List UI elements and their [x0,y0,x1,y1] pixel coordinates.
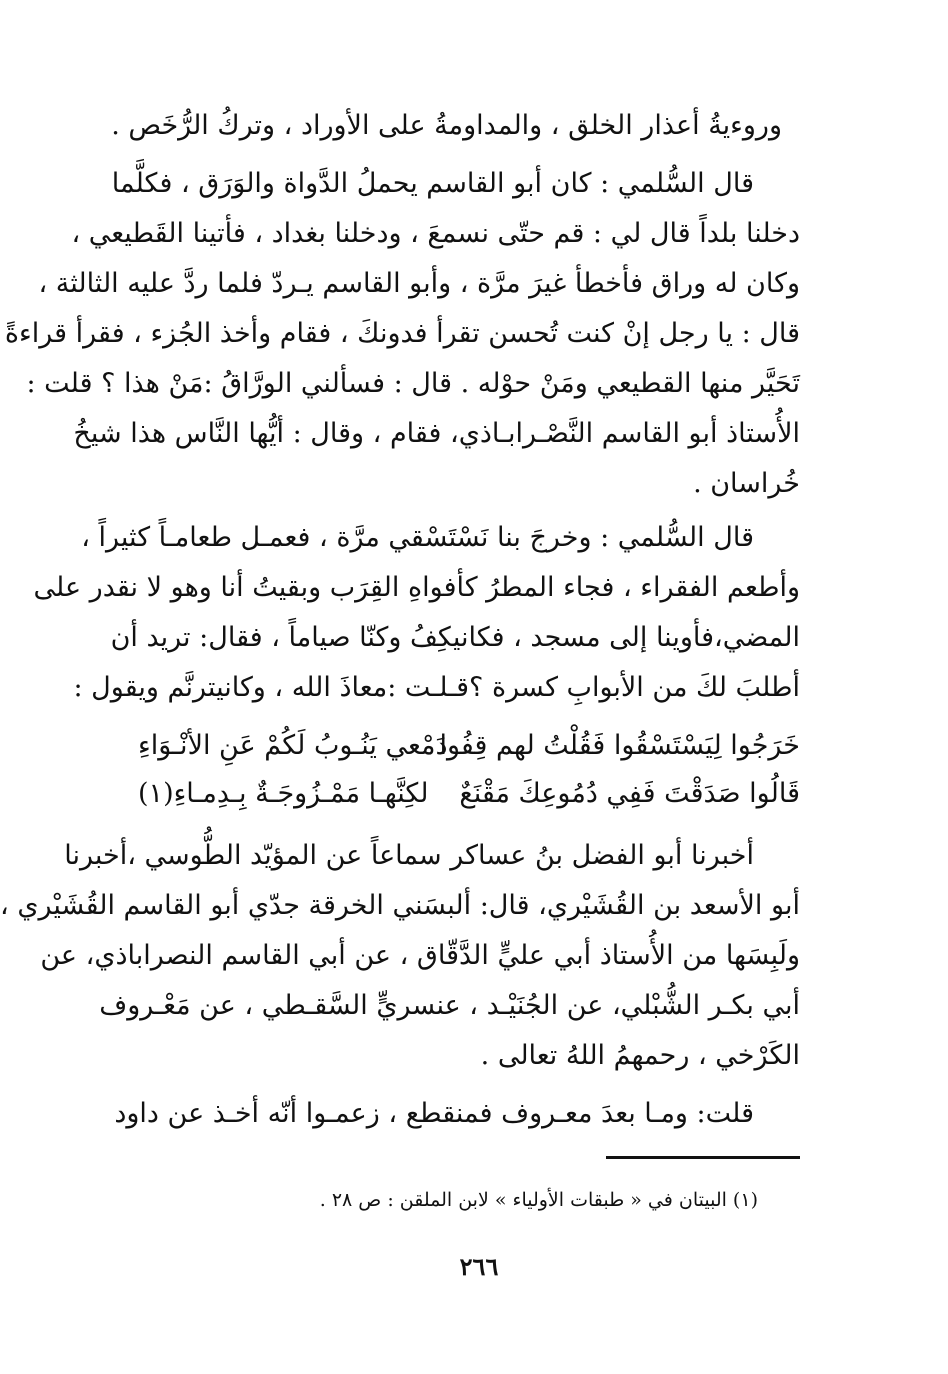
text-line: المضي،فأوينا إلى مسجد ، فكانيكِفُ وكنّا صياماً ، فقال: تريد أن [110,622,800,653]
verse-line [138,772,800,816]
text-line: وكان له وراق فأخطأ غيرَ مرَّة ، وأبو القاسم يـردّ فلما ردَّ عليه الثالثة ، [38,268,800,299]
text-line: قال السُّلمي : وخرجَ بنا نَسْتَسْقي مرَّة ، فعمـل طعامـاً كثيراً ، [81,522,754,553]
verse-first-hemistich: قَالُوا صَدَقْتَ فَفِي دُمُوعِكَ مَقْنَعٌ [459,778,800,809]
text-line: أخبرنا أبو الفضل بنُ عساكر سماعاً عن المؤيّد الطُّوسي ،أخبرنا [64,840,754,871]
text-line: الأُستاذ أبو القاسم النَّصْـرابـاذي، فقام ، وقال : أيُّها النَّاس هذا شيخُ [73,418,800,449]
paragraph-sulami-warraq [4,162,800,499]
text-line: تَحَيَّر منها القطيعي ومَنْ حوْله . قال : فسألني الورَّاقُ :مَنْ هذا ؟ قلت : [26,368,800,399]
text-line: الكَرْخي ، رحمهمُ اللهُ تعالى . [480,1040,800,1071]
verse-second-hemistich: دَمْعي يَنُـوبُ لَكُمْ عَنِ الأنْـوَاءِ [138,730,448,761]
verse-line [138,724,800,768]
text-line: أبي بكـر الشُّبْلي، عن الجُنَيْـد ، عنسريٍّ السَّقـطي ، عن مَعْـروف [99,990,800,1021]
paragraph-qultu [114,1092,800,1142]
text-line: ولَبِسَها من الأُستاذ أبي عليٍّ الدَّقّاق ، عن أبي القاسم النصراباذي، عن [40,940,800,971]
poem-verses [138,724,800,824]
verse-second-hemistich: لكِنَّهـا مَمْـزُوجَـةٌ بِـدِمـاءِ(١) [138,778,429,809]
text-line: أطلبَ لكَ من الأبوابِ كسرة ؟قـلـت :معاذَ الله ، وكانيترنَّم ويقول : [73,672,800,703]
text-line: وروءيةُ أعذار الخلق ، والمداومةُ على الأوراد ، وتركُ الرُّخَص . [111,110,782,141]
page-number: ٢٦٦ [459,1252,499,1281]
text-line: قال السُّلمي : كان أبو القاسم يحملُ الدَّواة والوَرَق ، فكلَّما [111,168,754,199]
paragraph-istisqa [33,516,800,716]
text-line: أبو الأسعد بن القُشَيْري، قال: ألبسَني الخرقة جدّي أبو القاسم القُشَيْري ، [0,890,800,921]
footnote-text: (١) البيتان في « طبقات الأولياء » لابن الملقن : ص ٢٨ . [319,1189,758,1211]
text-line: قلت: ومـا بعدَ معـروف فمنقطع ، زعمـوا أنّه أخـذ عن داود [114,1098,754,1129]
text-line: قال : يا رجل إنْ كنت تُحسن تقرأ فدونكَ ، فقام وأخذ الجُزء ، فقرأ قراءةً [4,318,800,349]
footnote-divider [606,1156,800,1159]
text-line: خُراسان . [693,468,800,499]
text-line: دخلنا بلداً قال لي : قم حتّى نسمعَ ، ودخلنا بغداد ، فأتينا القَطيعي ، [71,218,800,249]
verse-first-hemistich: خَرَجُوا لِيَسْتَسْقُوا فَقُلْتُ لهم قِفُوا [439,730,800,761]
text-line: وأطعم الفقراء ، فجاء المطرُ كأفواهِ القِرَب وبقيتُ أنا وهو لا نقدر على [33,572,800,603]
paragraph-khirqa-chain [0,834,800,1084]
